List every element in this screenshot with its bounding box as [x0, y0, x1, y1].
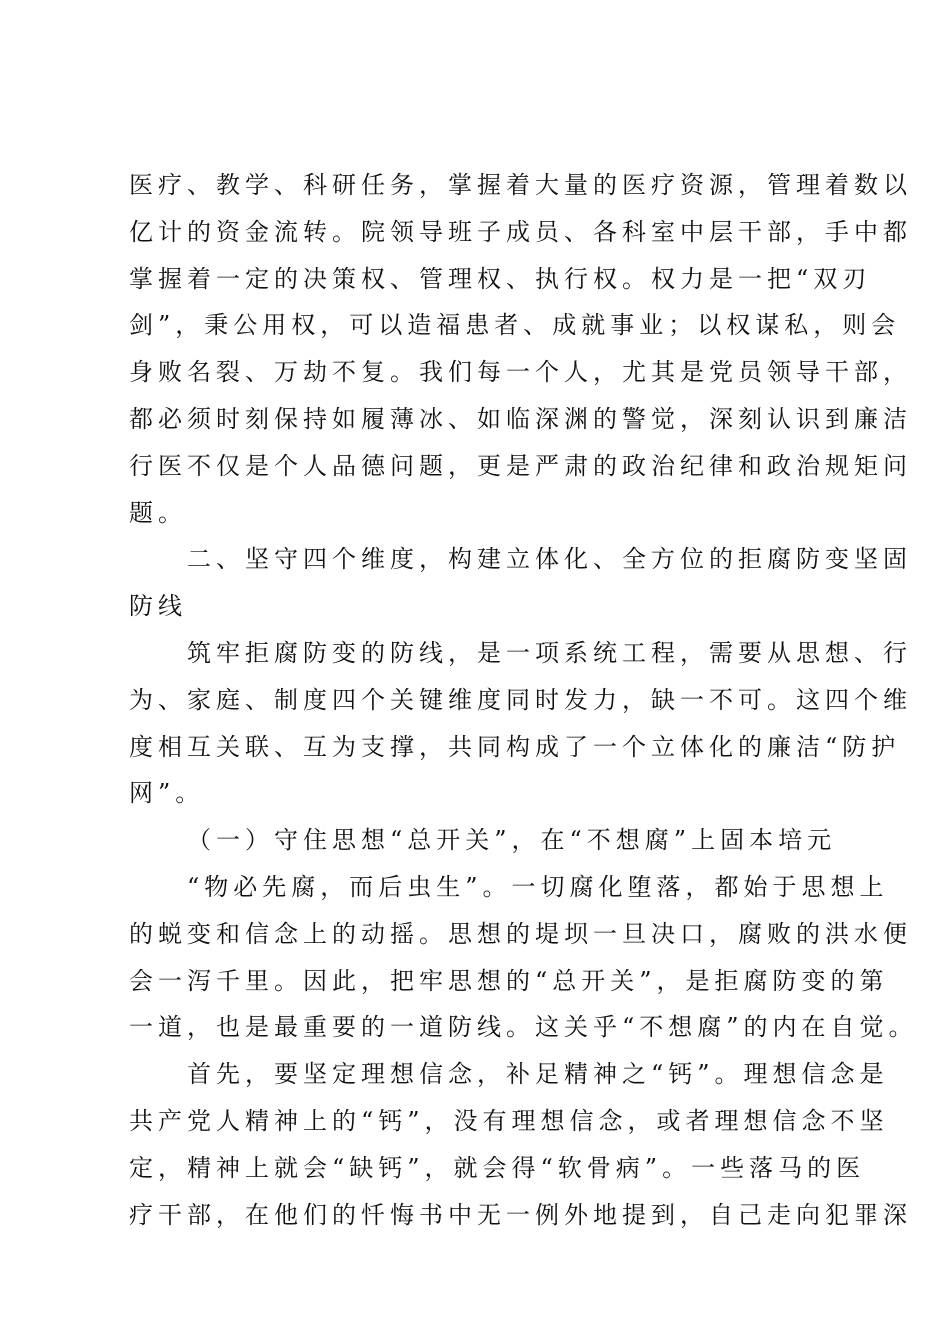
text-line: 共产党人精神上的“钙”，没有理想信念，或者理想信念不坚: [129, 1106, 889, 1135]
text-line: 筑牢拒腐防变的防线，是一项系统工程，需要从思想、行: [187, 638, 912, 667]
text-line: 行医不仅是个人品德问题，更是严肃的政治纪律和政治规矩问: [129, 451, 912, 480]
text-line: 二、坚守四个维度，构建立体化、全方位的拒腐防变坚固: [187, 545, 912, 574]
document-body: [129, 162, 918, 1238]
text-line: 掌握着一定的决策权、管理权、执行权。权力是一把“双刃: [129, 264, 872, 293]
text-line: 剑”，秉公用权，可以造福患者、成就事业；以权谋私，则会: [129, 311, 901, 340]
text-line: 度相互关联、互为支撑，共同构成了一个立体化的廉洁“防护: [129, 732, 901, 761]
text-line: 都必须时刻保持如履薄冰、如临深渊的警觉，深刻认识到廉洁: [129, 404, 912, 433]
text-line: 网”。: [129, 779, 205, 808]
text-line: 会一泻千里。因此，把牢思想的“总开关”，是拒腐防变的第: [129, 966, 889, 995]
text-line: 首先，要坚定理想信念，补足精神之“钙”。理想信念是: [187, 1060, 889, 1089]
text-line: 的蜕变和信念上的动摇。思想的堤坝一旦决口，腐败的洪水便: [129, 919, 912, 948]
text-line: 亿计的资金流转。院领导班子成员、各科室中层干部，手中都: [129, 217, 912, 246]
text-line: 定，精神上就会“缺钙”，就会得“软骨病”。一些落马的医: [129, 1153, 866, 1182]
text-line: “物必先腐，而后虫生”。一切腐化堕落，都始于思想上: [187, 872, 889, 901]
text-line: 防线: [129, 592, 187, 621]
text-line: 一道，也是最重要的一道防线。这关乎“不想腐”的内在自觉。: [129, 1013, 918, 1042]
text-line: 身败名裂、万劫不复。我们每一个人，尤其是党员领导干部，: [129, 358, 912, 387]
text-line: 疗干部，在他们的忏悔书中无一例外地提到，自己走向犯罪深: [129, 1200, 912, 1229]
text-line: （一）守住思想“总开关”，在“不想腐”上固本培元: [187, 826, 837, 855]
text-line: 医疗、教学、科研任务，掌握着大量的医疗资源，管理着数以: [129, 171, 912, 199]
text-line: 为、家庭、制度四个关键维度同时发力，缺一不可。这四个维: [129, 685, 912, 714]
text-line: 题。: [129, 498, 187, 527]
